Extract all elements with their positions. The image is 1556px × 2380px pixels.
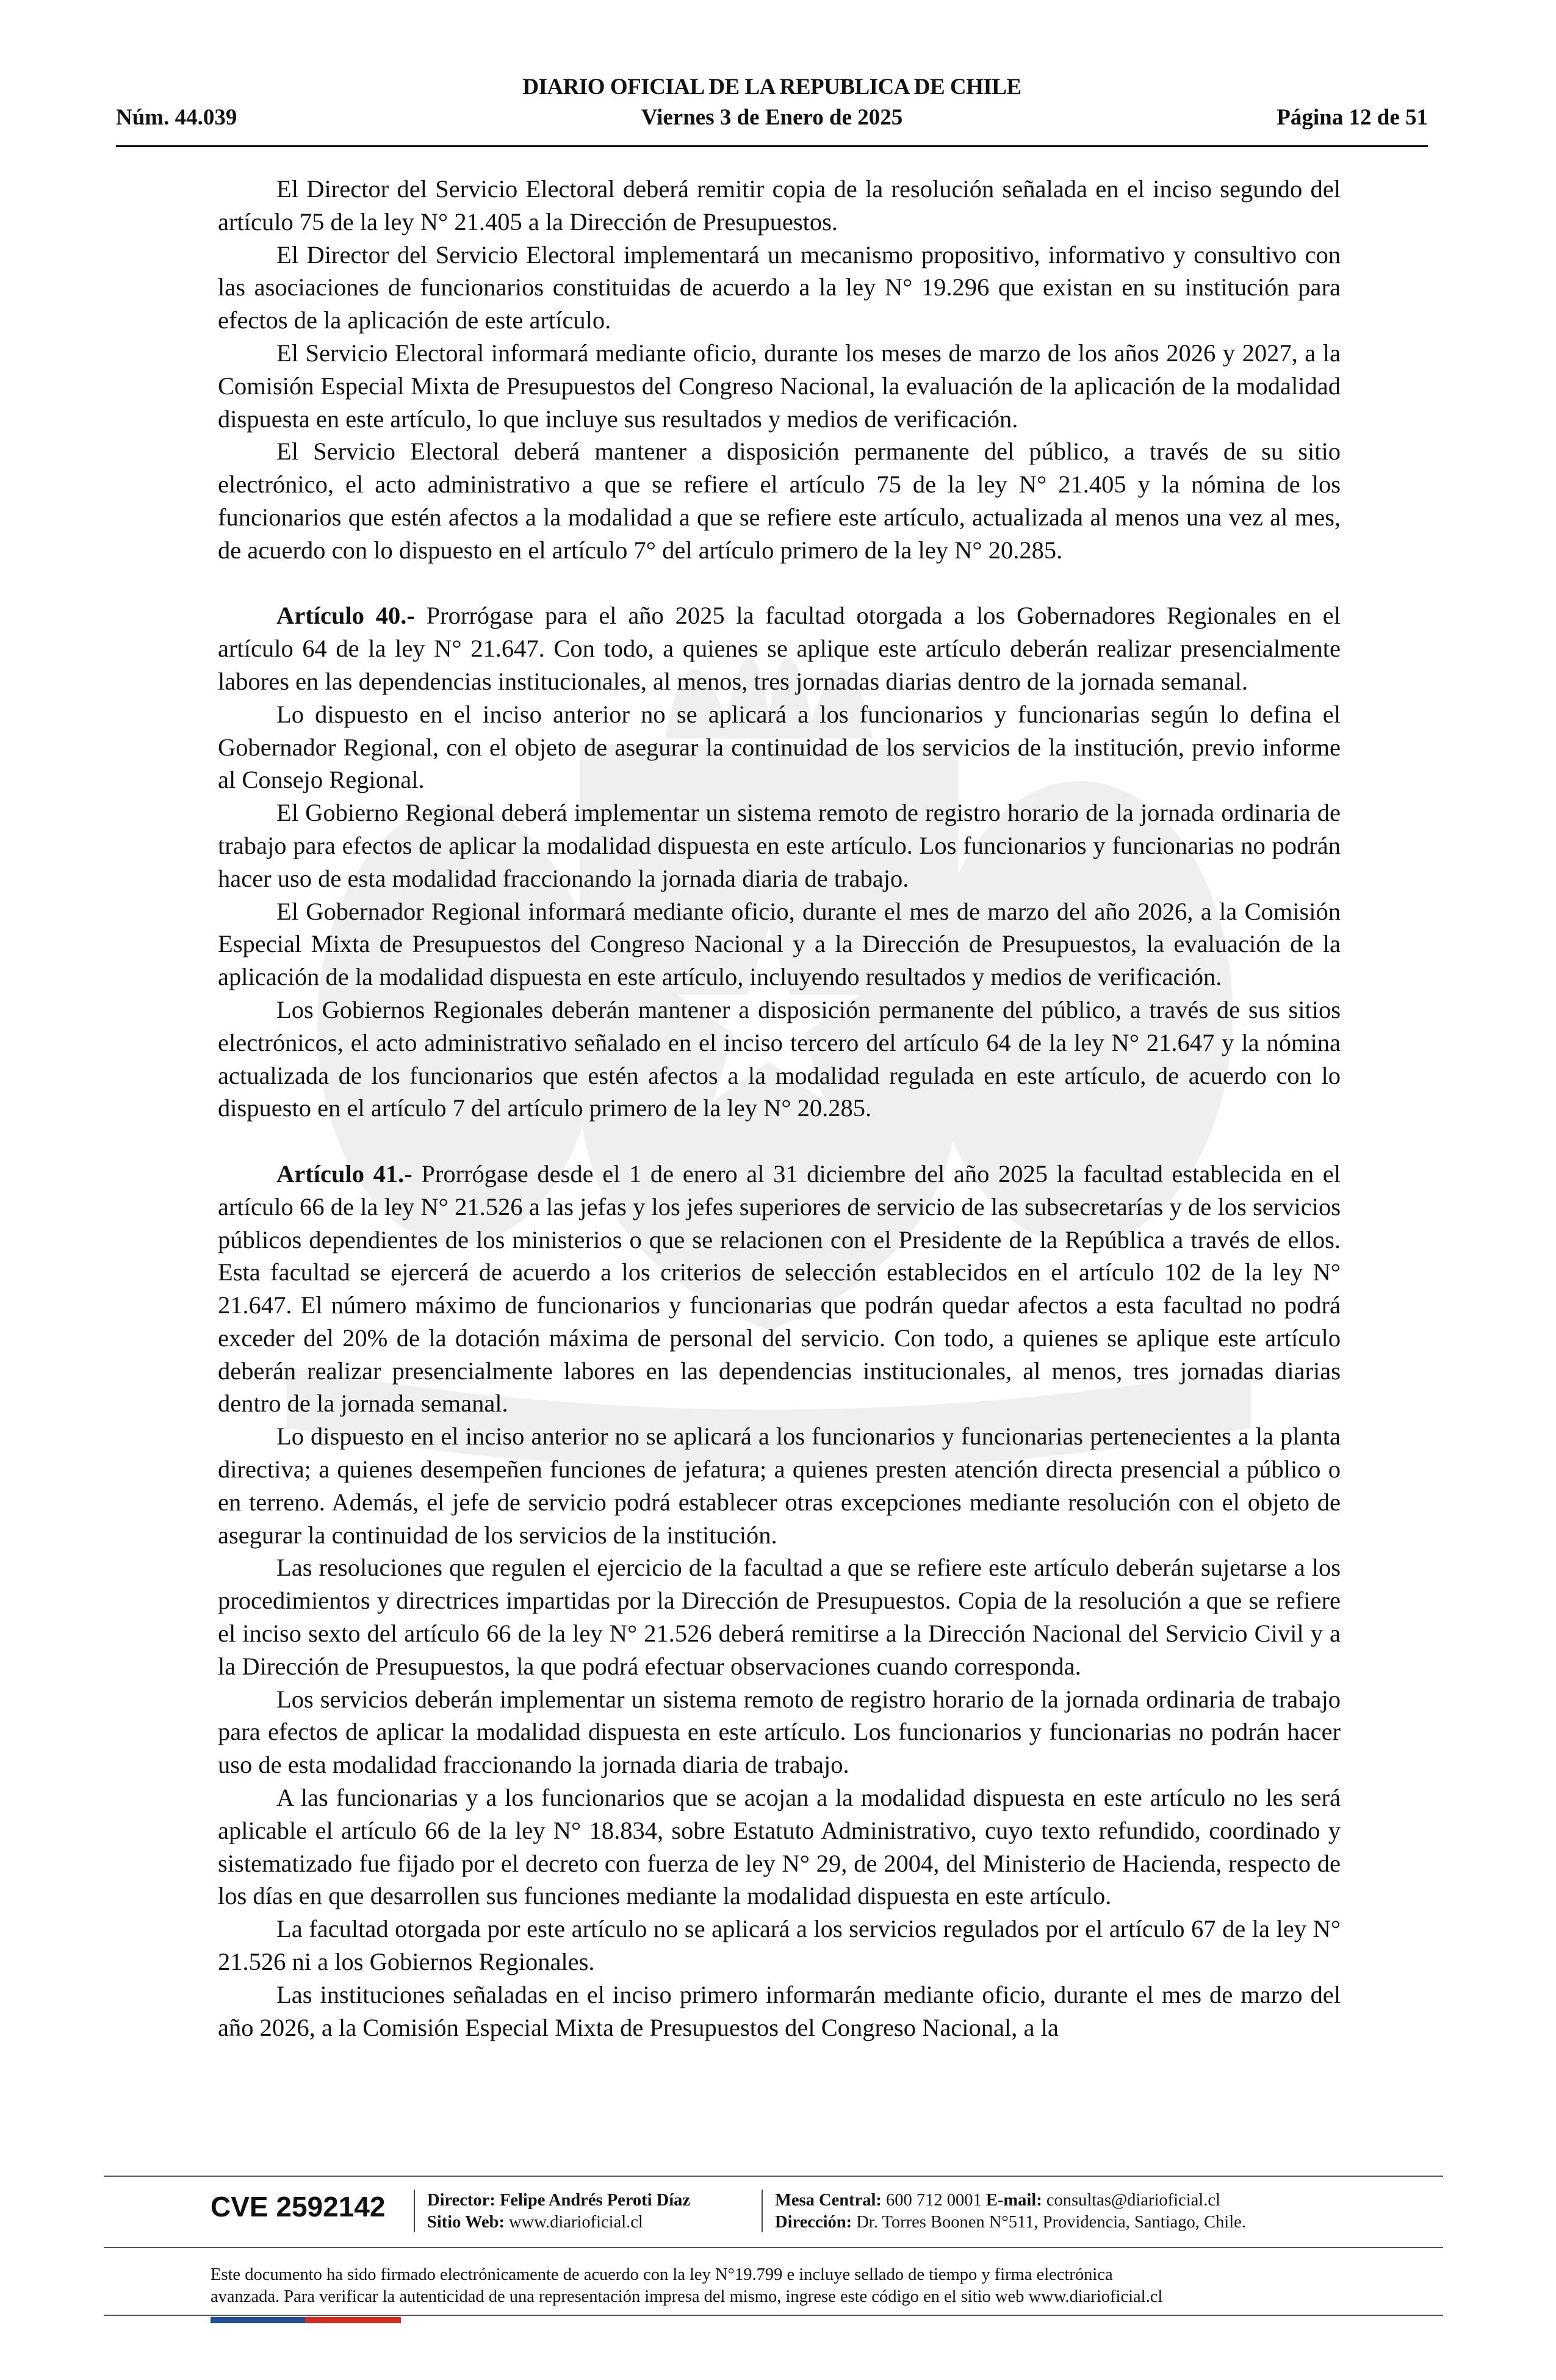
footer-director-block: Director: Felipe Andrés Peroti Díaz Sitio Web: www.diarioficial.cl bbox=[427, 2191, 691, 2232]
footer-contact-block: Mesa Central: 600 712 0001 E-mail: consultas@diarioficial.cl Dirección: Dr. Torres Boonen N°511, Providencia, Santiago, Chile. bbox=[775, 2191, 1246, 2232]
paragraph-gap bbox=[218, 567, 1341, 600]
footer-separator bbox=[762, 2190, 763, 2232]
paragraph: Lo dispuesto en el inciso anterior no se aplicará a los funcionarios y funcionarias pertenecientes a la planta directiva; a quienes desempeñen funciones de jefatura; a quienes presten atención directa presencial a público o en terreno. Además, el jefe de servicio podrá establecer otras excepciones mediante resolución con el objeto de asegurar la continuidad de los servicios de la institución. bbox=[218, 1423, 1341, 1549]
article-40-paragraph: Artículo 40.- Prorrógase para el año 2025 la facultad otorgada a los Gobernadores Regionales en el artículo 64 de la ley N° 21.647. Con todo, a quienes se aplique este artículo deberán realizar presencialmente labores en las dependencias institucionales, al menos, tres jornadas diarias dentro de la jornada semanal. bbox=[218, 602, 1341, 695]
paragraph: El Servicio Electoral deberá mantener a disposición permanente del público, a través de su sitio electrónico, el acto administrativo a que se refiere el artículo 75 de la ley N° 21.405 y la nómina de los funcionarios que estén afectos a la modalidad a que se refiere este artículo, actualizada al menos una vez al mes, de acuerdo con lo dispuesto en el artículo 7° del artículo primero de la ley N° 20.285. bbox=[218, 438, 1341, 564]
page-header bbox=[116, 73, 1428, 146]
article-41-paragraph: Artículo 41.- Prorrógase desde el 1 de enero al 31 diciembre del año 2025 la facultad establecida en el artículo 66 de la ley N° 21.526 a las jefas y los jefes superiores de servicio de las subsecretarías y de los servicios públicos dependientes de los ministerios o que se relacionen con el Presidente de la República a través de ellos. Esta facultad se ejercerá de acuerdo a los criterios de selección establecidos en el artículo 102 de la ley N° 21.647. El número máximo de funcionarios y funcionarias que podrán quedar afectos a esta facultad no podrá exceder del 20% de la dotación máxima de personal del servicio. Con todo, a quienes se aplique este artículo deberán realizar presencialmente labores en las dependencias institucionales, al menos, tres jornadas diarias dentro de la jornada semanal. bbox=[218, 1159, 1341, 1418]
article-heading: Artículo 40.- bbox=[276, 602, 415, 630]
footer-bottom-divider bbox=[104, 2315, 1443, 2316]
page-number: Página 12 de 51 bbox=[1277, 105, 1428, 130]
email-link[interactable]: consultas@diarioficial.cl bbox=[1046, 2191, 1220, 2210]
paragraph: Los servicios deberán implementar un sistema remoto de registro horario de la jornada ordinaria de trabajo para efectos de aplicar la modalidad dispuesta en este artículo. Los funcionarios y funcionarias no podrán hacer uso de esta modalidad fraccionando la jornada diaria de trabajo. bbox=[218, 1685, 1341, 1779]
issue-date: Viernes 3 de Enero de 2025 bbox=[641, 105, 903, 130]
issue-number: Núm. 44.039 bbox=[116, 105, 237, 130]
article-heading: Artículo 41.- bbox=[276, 1159, 412, 1188]
paragraph: El Director del Servicio Electoral implementará un mecanismo propositivo, informativo y consultivo con las asociaciones de funcionarios constituidas de acuerdo a la ley N° 19.296 que existan en su institución para efectos de la aplicación de este artículo. bbox=[218, 240, 1341, 334]
paragraph: Lo dispuesto en el inciso anterior no se aplicará a los funcionarios y funcionarias según lo defina el Gobernador Regional, con el objeto de asegurar la continuidad de los servicios de la institución, previo informe al Consejo Regional. bbox=[218, 700, 1341, 794]
footer-middle-divider bbox=[104, 2247, 1443, 2248]
cve-code: CVE 2592142 bbox=[211, 2191, 386, 2223]
paragraph: El Gobierno Regional deberá implementar un sistema remoto de registro horario de la jornada ordinaria de trabajo para efectos de aplicar la modalidad dispuesta en este artículo. Los funcionarios y funcionarias no podrán hacer uso de esta modalidad fraccionando la jornada diaria de trabajo. bbox=[218, 799, 1341, 892]
director-name: Felipe Andrés Peroti Díaz bbox=[499, 2191, 691, 2210]
central-phone: 600 712 0001 bbox=[886, 2191, 982, 2210]
footer-separator bbox=[414, 2190, 415, 2232]
paragraph: El Servicio Electoral informará mediante oficio, durante los meses de marzo de los años 2026 y 2027, a la Comisión Especial Mixta de Presupuestos del Congreso Nacional, la evaluación de la aplicación de la modalidad dispuesta en este artículo, lo que incluye sus resultados y medios de verificación. bbox=[218, 339, 1341, 433]
flag-stripe-red bbox=[305, 2317, 401, 2323]
paragraph: La facultad otorgada por este artículo no se aplicará a los servicios regulados por el artículo 67 de la ley N° 21.526 ni a los Gobiernos Regionales. bbox=[218, 1915, 1341, 1976]
header-divider bbox=[116, 145, 1428, 147]
paragraph: El Gobernador Regional informará mediante oficio, durante el mes de marzo del año 2026, a la Comisión Especial Mixta de Presupuestos del Congreso Nacional y a la Dirección de Presupuestos, la evaluación de la aplicación de la modalidad dispuesta en este artículo, incluyendo resultados y medios de verificación. bbox=[218, 897, 1341, 991]
website-link[interactable]: www.diarioficial.cl bbox=[509, 2213, 643, 2232]
paragraph: Los Gobiernos Regionales deberán mantener a disposición permanente del público, a través de sus sitios electrónicos, el acto administrativo señalado en el inciso tercero del artículo 64 de la ley N° 21.647 y la nómina actualizada de los funcionarios que estén afectos a la modalidad regulada en este artículo, de acuerdo con lo dispuesto en el artículo 7 del artículo primero de la ley N° 20.285. bbox=[218, 995, 1341, 1122]
document-body bbox=[218, 173, 1341, 2044]
footer-top-divider bbox=[104, 2176, 1443, 2177]
paragraph-gap bbox=[218, 1125, 1341, 1158]
address: Dr. Torres Boonen N°511, Providencia, Santiago, Chile. bbox=[856, 2213, 1246, 2232]
paragraph: El Director del Servicio Electoral deberá remitir copia de la resolución señalada en el inciso segundo del artículo 75 de la ley N° 21.405 a la Dirección de Presupuestos. bbox=[218, 175, 1341, 236]
signature-note: Este documento ha sido firmado electrónicamente de acuerdo con la ley N°19.799 e incluye sellado de tiempo y firma electrónica avanzada. Para verificar la autenticidad de una representación impresa del mismo, ingrese este código en el sitio web www.diarioficial.cl bbox=[211, 2265, 1163, 2306]
publication-title: DIARIO OFICIAL DE LA REPUBLICA DE CHILE bbox=[522, 74, 1021, 99]
paragraph: Las resoluciones que regulen el ejercicio de la facultad a que se refiere este artículo deberán sujetarse a los procedimientos y directrices impartidas por la Dirección de Presupuestos. Copia de la resolución a que se refiere el inciso sexto del artículo 66 de la ley N° 21.526 deberá remitirse a la Dirección Nacional del Servicio Civil y a la Dirección de Presupuestos, la que podrá efectuar observaciones cuando corresponda. bbox=[218, 1554, 1341, 1680]
paragraph: A las funcionarias y a los funcionarios que se acojan a la modalidad dispuesta en este artículo no les será aplicable el artículo 66 de la ley N° 18.834, sobre Estatuto Administrativo, cuyo texto refundido, coordinado y sistematizado fue fijado por el decreto con fuerza de ley N° 29, de 2004, del Ministerio de Hacienda, respecto de los días en que desarrollen sus funciones mediante la modalidad dispuesta en este artículo. bbox=[218, 1784, 1341, 1910]
paragraph: Las instituciones señaladas en el inciso primero informarán mediante oficio, durante el mes de marzo del año 2026, a la Comisión Especial Mixta de Presupuestos del Congreso Nacional, a la bbox=[218, 1980, 1341, 2041]
flag-stripe-blue bbox=[211, 2317, 305, 2323]
